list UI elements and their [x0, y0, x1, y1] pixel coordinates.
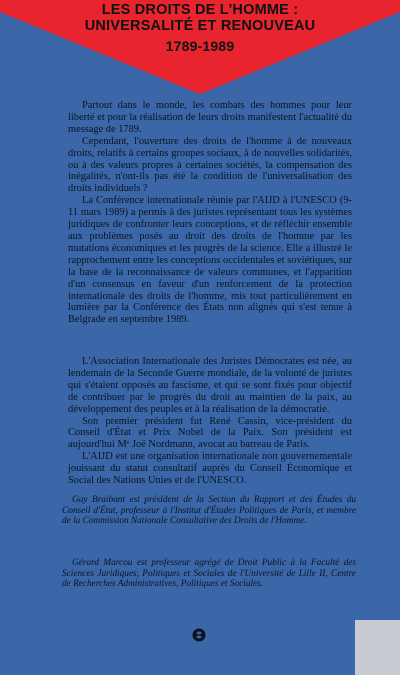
description-block-2 [68, 356, 352, 487]
paragraph: Son premier président fut René Cassin, vice-président du Conseil d'État et Prix Nobel de la Paix. Son président est aujourd'hui Mᵉ Joë Nordmann, avocat au barreau de Paris. [68, 415, 352, 451]
title-years: 1789-1989 [165, 38, 235, 54]
grey-corner-stripe [355, 620, 400, 675]
paragraph: Partout dans le monde, les combats des hommes pour leur liberté et pour la réalisation de leurs droits manifestent l'actualité du message de 1789. [68, 100, 352, 135]
title-line-2: UNIVERSALITÉ ET RENOUVEAU [84, 18, 316, 34]
paragraph: L'Association Internationale des Juristes Démocrates est née, au lendemain de la Seconde Guerre mondiale, de la volonté de juristes qui s'étaient opposés au fascisme, et qui se sont fixés pour objectif de contribuer par le progrès du droit au maintien de la paix, au développement des peuples et à la réalisation de la démocratie. [68, 356, 352, 415]
paragraph: L'AIJD est une organisation internationale non gouvernementale jouissant du statut consultatif auprès du Conseil Économique et Social des Nations Unies et de l'UNESCO. [68, 451, 352, 487]
title-line-1: LES DROITS DE L'HOMME : [101, 2, 299, 18]
description-block-1 [68, 100, 352, 326]
paragraph: Cependant, l'ouverture des droits de l'homme à de nouveaux droits, relatifs à certains groupes sociaux, à de nouvelles solidarités, ou à des valeurs propres à certaines sociétés, la compensation des inégalités, n'ont-ils pas été la condition de l'universalisation des droits individuels ? [68, 135, 352, 195]
author-bio-marcou: Gérard Marcou est professeur agrégé de Droit Public à la Faculté des Sciences Juridiques, Politiques et Sociales de l'Université de Lille II, Centre de Recherches Administratives, Politiques et Sociales. [62, 558, 356, 590]
author-bio-braibant: Guy Braibant est président de la Section du Rapport et des Études du Conseil d'État, professeur à l'Institut d'Études Politiques de Paris, et membre de la Commission Nationale Consultative des Droits de l'Homme. [62, 495, 356, 527]
publisher-logo-icon [192, 628, 206, 642]
paragraph: La Conférence internationale réunie par l'AIJD à l'UNESCO (9-11 mars 1989) a permis à des juristes représentant tous les systèmes juridiques de confronter leurs conceptions, et de réfléchir ensemble aux problèmes posés au droit des droits de l'homme par les mutations économiques et les progrès de la science. Elle a illustré le rapprochement entre les conceptions occidentales et soviétiques, sur la base de la reconnaissance de valeurs communes, et l'apparition d'un consensus en faveur d'un renforcement de la protection internationale des droits de l'homme, mis tout particulièrement en lumière par la Conférence des États non alignés qui s'est tenue à Belgrade en septembre 1989. [68, 195, 352, 326]
